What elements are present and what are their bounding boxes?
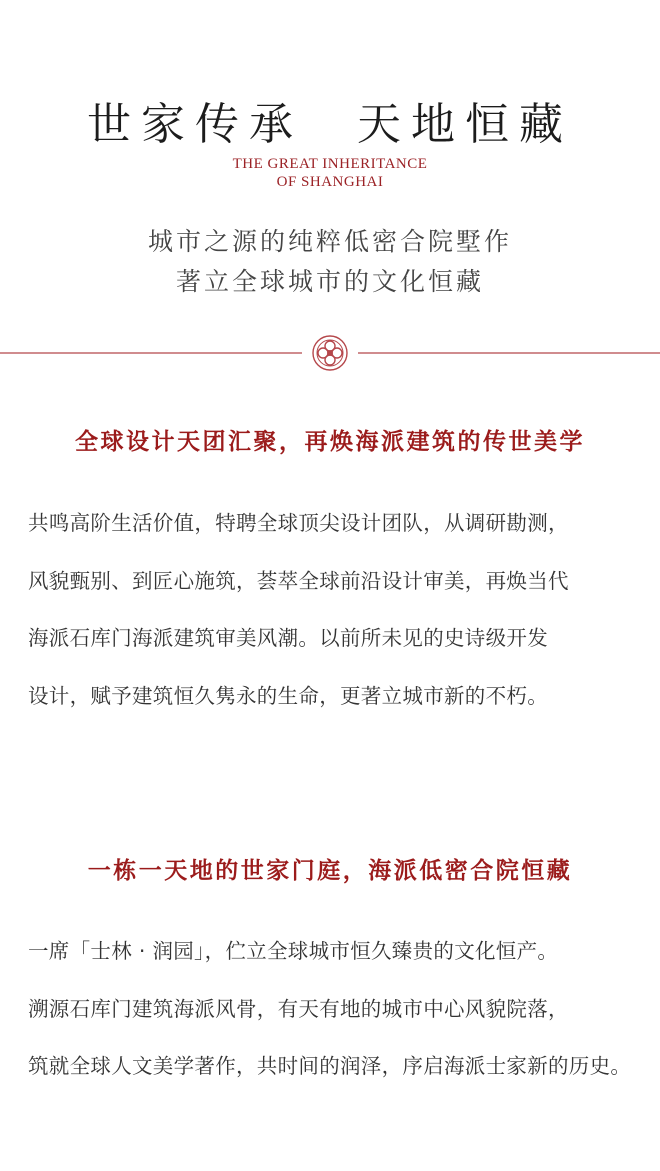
paragraph-line: 筑就全球人文美学著作，共时间的润泽，序启海派士家新的历史。 [28,1054,632,1078]
paragraph-line: 溯源石库门建筑海派风骨，有天有地的城市中心风貌院落， [28,996,569,1021]
ornamental-medallion-icon [313,336,347,370]
paragraph-line: 风貌甄别、到匠心施筑，荟萃全球前沿设计审美，再焕当代 [28,568,569,593]
paragraph-line: 一席「士林 · 润园」，伫立全球城市恒久臻贵的文化恒产。 [28,939,559,963]
subtitle-line-1: 城市之源的纯粹低密合院墅作 [147,227,512,256]
section-paragraph-design [28,495,638,725]
english-title-line-2: OF SHANGHAI [276,174,384,190]
paragraph-line: 海派石库门海派建筑审美风潮。以前所未见的史诗级开发 [28,626,548,650]
section-paragraph-courtyard [28,923,638,1096]
page-title: 世家传承 天地恒藏 [87,99,573,150]
english-title-line-1: THE GREAT INHERITANCE [232,156,428,172]
section-heading-courtyard: 一栋一天地的世家门庭，海派低密合院恒藏 [87,858,573,884]
ornamental-divider [0,334,660,372]
paragraph-line: 共鸣高阶生活价值，特聘全球顶尖设计团队，从调研勘测， [28,511,569,535]
subtitle-line-2: 著立全球城市的文化恒藏 [175,267,484,296]
paragraph-line: 设计，赋予建筑恒久隽永的生命，更著立城市新的不朽。 [28,683,548,708]
section-heading-design: 全球设计天团汇聚，再焕海派建筑的传世美学 [75,429,585,455]
